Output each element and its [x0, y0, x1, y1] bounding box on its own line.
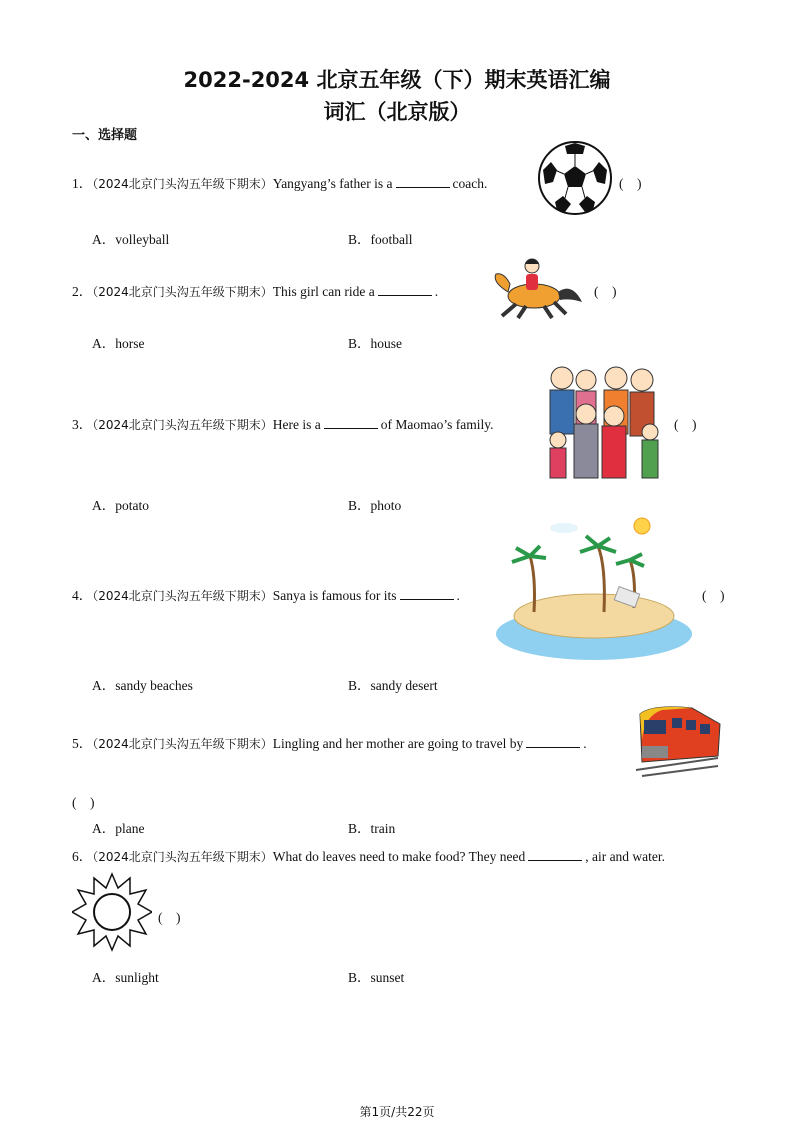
- soccer-ball-icon: [537, 140, 613, 216]
- page-subtitle: 词汇（北京版）: [323, 100, 471, 124]
- option-b[interactable]: B．football: [348, 232, 413, 247]
- question-4: 4．（2024北京门头沟五年级下期末）Sanya is famous for its .: [72, 588, 460, 603]
- option-a[interactable]: A．potato: [92, 498, 149, 513]
- option-a[interactable]: A．plane: [92, 821, 145, 836]
- answer-blank: [396, 176, 450, 188]
- question-2: 2．（2024北京门头沟五年级下期末）This girl can ride a .: [72, 284, 439, 299]
- sun-icon: [72, 872, 152, 952]
- question-1: 1．（2024北京门头沟五年级下期末）Yangyang’s father is a coach.: [72, 176, 488, 191]
- page-footer: 第1页/共22页: [359, 1105, 435, 1119]
- train-icon: [632, 700, 722, 780]
- answer-blank: [324, 417, 378, 429]
- question-3: 3．（2024北京门头沟五年级下期末）Here is a of Maomao’s family.: [72, 417, 494, 432]
- option-b[interactable]: B．house: [348, 336, 402, 351]
- question-5: 5．（2024北京门头沟五年级下期末）Lingling and her mother are going to travel by .: [72, 736, 587, 751]
- section-heading: 一、选择题: [72, 128, 138, 143]
- island-beach-icon: [494, 516, 694, 662]
- option-a[interactable]: A．volleyball: [92, 232, 170, 247]
- option-b[interactable]: B．train: [348, 821, 396, 836]
- option-b[interactable]: B．sandy desert: [348, 678, 438, 693]
- answer-blank: [528, 849, 582, 861]
- answer-blank: [526, 736, 580, 748]
- family-photo-icon: [542, 358, 666, 484]
- page-title: 2022-2024 北京五年级（下）期末英语汇编: [183, 68, 611, 92]
- option-a[interactable]: A．horse: [92, 336, 145, 351]
- option-a[interactable]: A．sandy beaches: [92, 678, 193, 693]
- option-b[interactable]: B．sunset: [348, 970, 405, 985]
- answer-blank: [378, 284, 432, 296]
- answer-blank: [400, 588, 454, 600]
- option-b[interactable]: B．photo: [348, 498, 402, 513]
- girl-riding-horse-icon: [482, 252, 584, 322]
- question-6: 6．（2024北京门头沟五年级下期末）What do leaves need to make food? They need , air and water.: [72, 849, 666, 864]
- option-a[interactable]: A．sunlight: [92, 970, 159, 985]
